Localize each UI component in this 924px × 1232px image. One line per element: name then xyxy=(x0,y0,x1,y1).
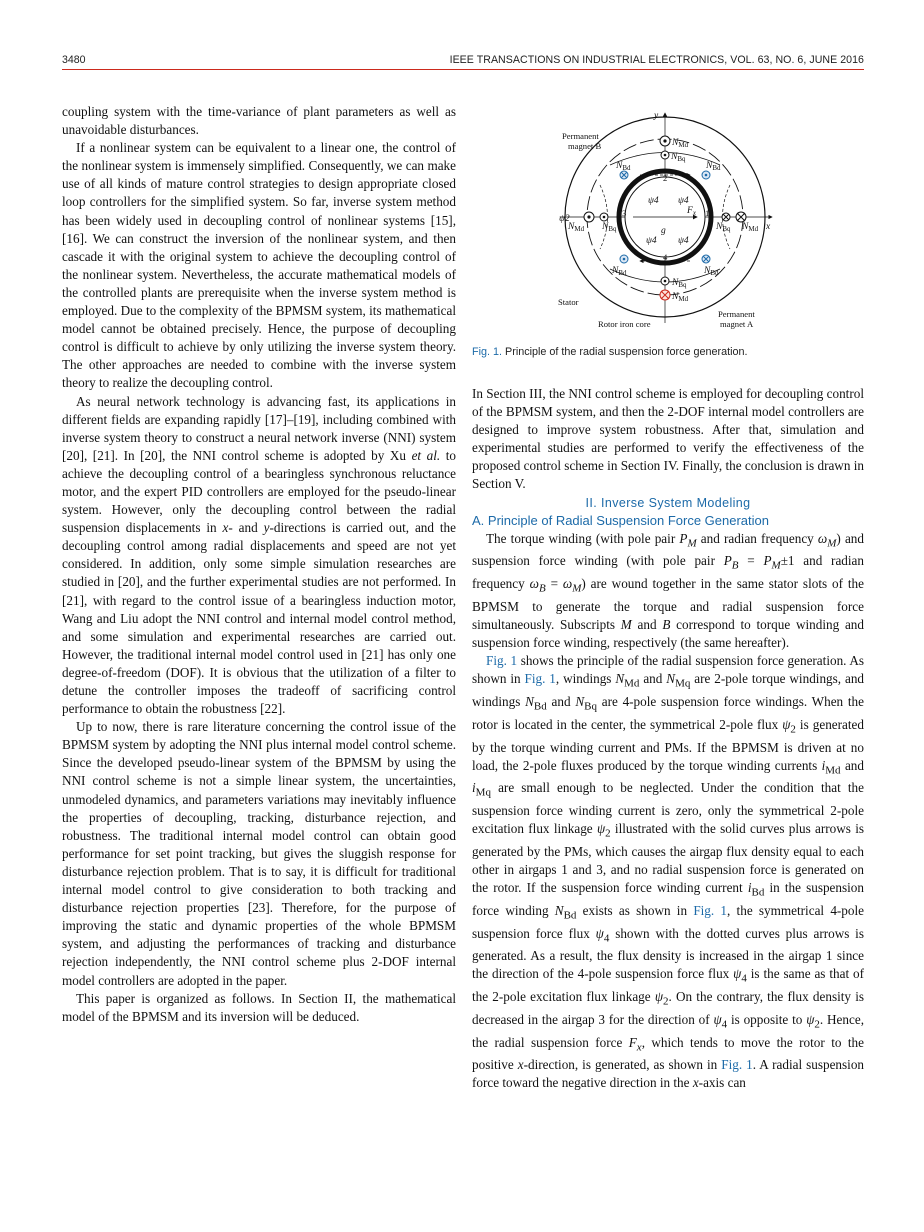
label-NBd: $N_{Bd}$ xyxy=(616,161,631,172)
label-psi4: ψ4 xyxy=(678,236,689,246)
label-pm-b: Permanent xyxy=(562,131,599,141)
fig-link[interactable]: Fig. 1 xyxy=(721,1057,753,1073)
label-Fx: $F_x$ xyxy=(687,206,696,217)
label-pm-b: magnet B xyxy=(568,141,602,151)
winding-NMd-left xyxy=(584,212,594,222)
figure-caption xyxy=(472,346,864,358)
section-heading: II. Inverse System Modeling xyxy=(585,495,751,510)
paragraph: Up to now, there is rare literature concerning the control issue of the BPMSM system by adopting the NNI plus internal model control scheme. Since the developed pseudo-linear system of the BPMSM by using the NNI control scheme is not a simple linear system, the uncertainties, unmodeled dynamics, and parameters variations may inevitably influence the properties of decoupling, tracking, disturbance rejection, and robustness. The traditional internal model control can obtain good performance for set point tracking, but gives the sluggish response for disturbance rejection problem. That is to say, it is difficult for traditional internal model control to give consideration to both tracking and disturbance rejection properties [23]. Therefore, for the purpose of improving the static and dynamic properties of the whole BPMSM system, and adjusting the performances of tracking and disturbance rejection independently, the NNI control scheme plus 2-DOF internal model controllers are adopted in the paper. xyxy=(62,719,456,988)
winding-NBq-left xyxy=(600,213,608,221)
label-NBq: $N_{Bq}$ xyxy=(671,152,686,163)
label-gap4: 4 xyxy=(663,252,668,262)
page-number: 3480 xyxy=(62,54,86,66)
label-NMd: $N_{Md}$ xyxy=(568,222,585,233)
label-gap2: 2 xyxy=(663,173,668,183)
label-pm-a: Permanent xyxy=(718,309,755,319)
running-header xyxy=(62,52,864,70)
caption-label: Fig. 1. xyxy=(472,346,503,358)
paragraph: If a nonlinear system can be equivalent to a linear one, the control of the nonlinear system is immensely simplified. Consequently, we can make use of all kinds of mature control strategies to design appropriate closed loop controllers for the simplified system. So far, inverse system method has been widely used in decoupling control of nonlinear systems [15], [16]. We can construct the inversion of the nonlinear system, and then cascade it with the original system to achieve the decoupling control of the nonlinear system. Nevertheless, the accurate mathematical models of the controlled plants are prerequisite when the inverse system method is employed. Due to the complexity of the BPMSM system, its mathematical model cannot be obtained precisely. Hence, the purpose of decoupling control is difficult to achieve by only utilizing the inverse system theory. The other approaches are needed to combine with the inverse system theory to realize the decoupling control. xyxy=(62,140,456,391)
label-NBd: $N_{Bd}$ xyxy=(612,266,627,277)
fig-link[interactable]: Fig. 1 xyxy=(524,671,556,687)
label-gap1: 1 xyxy=(705,208,710,218)
winding-NBd-lr xyxy=(702,255,710,263)
winding-NMd-bottom xyxy=(660,290,670,300)
paragraph: The torque winding (with pole pair $P_M$ and radian frequency $\omega_M$) and suspension force winding (with pole pair $P_B = P_M\pm 1$ and radian frequency $\omega_B = \omega_M$) are wound together in the same stator slots of the BPMSM to generate the torque and radial suspension force simultaneously. Subscripts M and B correspond to torque winding and suspension force winding, respectively (the same hereafter). xyxy=(472,530,865,651)
paragraph: coupling system with the time-variance of plant parameters as well as unavoidable disturbances. xyxy=(62,104,456,138)
journal-title: IEEE TRANSACTIONS ON INDUSTRIAL ELECTRONICS, VOL. 63, NO. 6, JUNE 2016 xyxy=(449,54,864,66)
fig-link[interactable]: Fig. 1 xyxy=(486,653,518,669)
label-NBq: $N_{Bq}$ xyxy=(602,222,617,233)
label-g: g xyxy=(661,226,666,236)
label-gap3: 3 xyxy=(622,208,627,218)
fig-link[interactable]: Fig. 1 xyxy=(693,902,728,918)
label-NBd: $N_{Bd}$ xyxy=(706,161,721,172)
paragraph: As neural network technology is advancing fast, its applications in different fields are expanding rapidly [17]–[19], including combined with inverse system theory to construct a neural network inverse (NNI) system [20], [21]. In [20], the NNI control scheme is adopted by Xu et al. to achieve the decoupling control of a bearingless synchronous reluctance motor, and the expert PID controllers are employed for the pseudo-linear system. However, only the decoupling control between the radial suspension displacements in x- and y-directions is carried out, and the decoupling control among radial displacements and speed are not yet considered. In addition, only some simple simulation researches are studied in [20], and the further experimental studies are not performed. In [21], with regard to the control issue of a bearingless induction motor, Wang and Liu adopt the NNI control and internal model control method, and some simulation and experimental researches are carried out. However, the traditional internal model control used in [21] has only one degree-of-freedom (DOF). It is obvious that the utilization of a filter to detune the controller imposes the tradeoff of sacrificing control performance to obtain the robustness [22]. xyxy=(62,393,457,717)
label-NMd: $N_{Md}$ xyxy=(742,222,759,233)
label-NBd: $N_{Bd}$ xyxy=(704,266,719,277)
label-pm-a: magnet A xyxy=(720,319,754,329)
paragraph: In Section III, the NNI control scheme is employed for decoupling control of the BPMSM system, and then the 2-DOF internal model controllers are designed to improve system robustness. After that, simulation and experimental studies are performed to verify the effectiveness of the proposed control scheme in Section IV. Finally, the conclusion is drawn in Section V. xyxy=(472,386,864,492)
caption-text: Principle of the radial suspension force generation. xyxy=(505,346,748,358)
label-psi4: ψ4 xyxy=(678,196,689,206)
winding-NBd-ul xyxy=(620,171,628,179)
label-psi4: ψ4 xyxy=(648,196,659,206)
winding-NBq-bottom xyxy=(661,277,669,285)
label-psi4: ψ4 xyxy=(646,236,657,246)
left-column xyxy=(62,103,456,1026)
right-column xyxy=(472,385,864,1093)
label-NBq: $N_{Bq}$ xyxy=(716,222,731,233)
label-rotor: Rotor iron core xyxy=(598,319,651,329)
label-stator: Stator xyxy=(558,297,579,307)
paragraph: Fig. 1 shows the principle of the radial suspension force generation. As shown in Fig. 1, windings $N_{Md}$ and $N_{Mq}$ are 2-pole torque windings, and windings $N_{Bd}$ and $N_{Bq}$ are 4-pole suspension force windings. When the rotor is located in the center, the symmetrical 2-pole flux $\psi_2$ is generated by the torque winding current and PMs. If the BPMSM is driven at no load, the 2-pole fluxes produced by the torque winding currents $i_{Md}$ and $i_{Mq}$ are small enough to be neglected. Under the condition that the suspension force winding current is zero, only the symmetrical 2-pole excitation flux linkage $\psi_2$ illustrated with the solid curves plus arrows is generated by the PMs, which causes the airgap flux density equal to each other in airgaps 1 and 3, and no radial suspension force is generated on the rotor. If the suspension force winding current $i_{Bd}$ in the suspension force winding $N_{Bd}$ exists as shown in Fig. 1, the symmetrical 4-pole suspension force flux $\psi_4$ shown with the dotted curves plus arrows is generated. As a result, the flux density is increased in the airgap 1 since the direction of the 4-pole suspension force flux $\psi_4$ is the same as that of the 2-pole excitation flux linkage $\psi_2$. On the contrary, the flux density is decreased in the airgap 3 for the direction of $\psi_4$ is opposite to $\psi_2$. Hence, the radial suspension force $F_x$, which tends to move the rotor to the positive x-direction, is generated, as shown in Fig. 1. A radial suspension force toward the negative direction in the x-axis can xyxy=(472,653,865,1091)
winding-NBd-ur xyxy=(702,171,710,179)
subsection-heading: A. Principle of Radial Suspension Force Generation xyxy=(472,512,769,528)
y-axis-label: y xyxy=(654,111,659,121)
winding-NMd-right xyxy=(736,212,746,222)
winding-NBq-right xyxy=(722,213,730,221)
x-axis-label: x xyxy=(766,222,771,232)
figure-1 xyxy=(540,105,780,337)
label-NMd: $N_{Md}$ xyxy=(672,292,689,303)
header-rule xyxy=(62,69,864,70)
winding-NBq-top xyxy=(661,151,669,159)
winding-NBd-ll xyxy=(620,255,628,263)
winding-NMd-top xyxy=(660,136,670,146)
paragraph: This paper is organized as follows. In Section II, the mathematical model of the BPMSM and its inversion will be deduced. xyxy=(62,990,456,1024)
label-NBq: $N_{Bq}$ xyxy=(672,278,687,289)
label-NMd: $N_{Md}$ xyxy=(672,138,689,149)
label-psi2: ψ2 xyxy=(559,214,570,224)
